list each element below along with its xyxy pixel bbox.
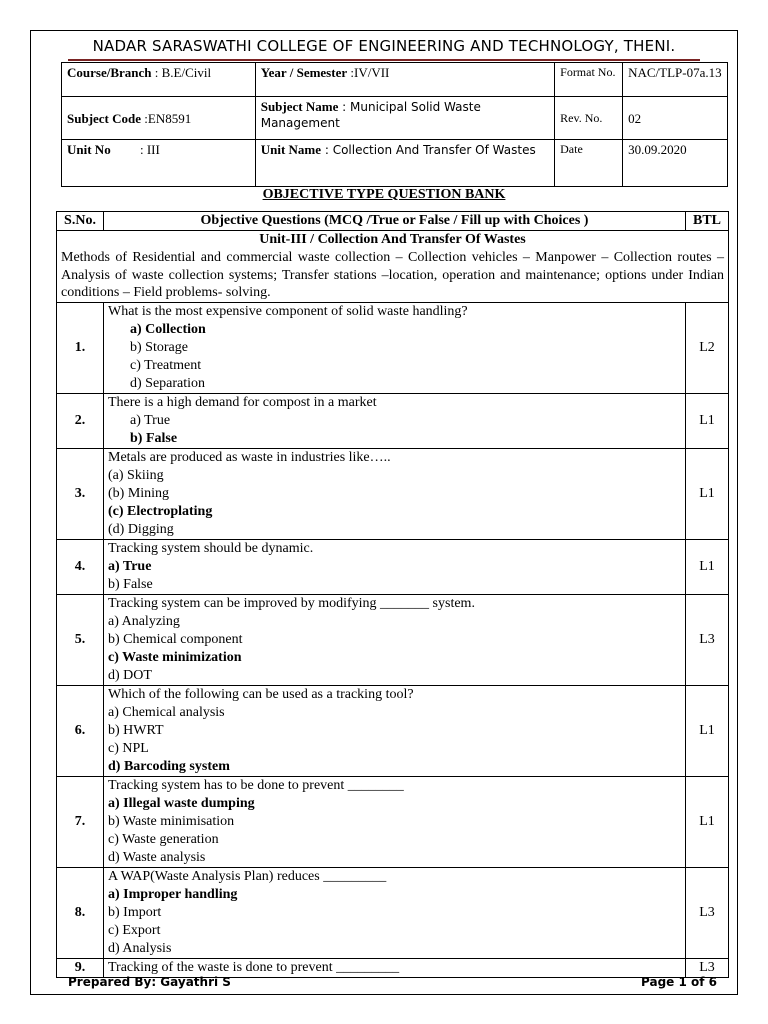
question-cell <box>104 685 686 776</box>
question-text: Metals are produced as waste in industries like….. <box>108 449 391 465</box>
option: b) Storage <box>130 339 188 355</box>
answer-option: b) False <box>130 430 178 446</box>
answer-option: c) Waste minimization <box>108 649 242 665</box>
question-text: Which of the following can be used as a tracking tool? <box>108 686 414 702</box>
question-cell <box>104 867 686 958</box>
btl-level: L3 <box>686 594 729 685</box>
question-text: Tracking system can be improved by modifying _______ system. <box>108 595 475 611</box>
option: d) Analysis <box>108 940 172 956</box>
answer-option: a) True <box>108 558 152 574</box>
option: b) Waste minimisation <box>108 813 235 829</box>
unit-title: Unit-III / Collection And Transfer Of Wastes <box>259 232 526 247</box>
question-number: 2. <box>57 393 104 448</box>
question-row <box>57 539 729 594</box>
question-number: 4. <box>57 539 104 594</box>
option: d) Waste analysis <box>108 849 206 865</box>
unit-syllabus: Methods of Residential and commercial waste collection – Collection vehicles – Manpower – Collection routes – Analysis of waste collection systems; Transfer stations –location, operation and maintenance; options under Indian conditions – Field problems- solving. <box>61 250 724 300</box>
question-text: A WAP(Waste Analysis Plan) reduces _________ <box>108 868 387 884</box>
option: a) Analyzing <box>108 613 180 629</box>
format-label: Format No. <box>555 63 623 97</box>
format-value: NAC/TLP-07a.13 <box>623 63 728 97</box>
rev-value: 02 <box>623 97 728 140</box>
answer-option: (c) Electroplating <box>108 503 213 519</box>
question-table <box>56 211 729 978</box>
college-name: NADAR SARASWATHI COLLEGE OF ENGINEERING AND TECHNOLOGY, THENI. <box>92 37 676 55</box>
question-number: 9. <box>57 958 104 977</box>
unit-name-cell: Unit Name : Collection And Transfer Of Wastes <box>255 140 554 187</box>
question-text: There is a high demand for compost in a market <box>108 394 377 410</box>
question-text: Tracking of the waste is done to prevent _________ <box>108 959 400 975</box>
option: a) True <box>130 412 171 428</box>
answer-option: d) Barcoding system <box>108 758 230 774</box>
question-row <box>57 448 729 539</box>
question-number: 7. <box>57 776 104 867</box>
btl-level: L2 <box>686 302 729 393</box>
option: c) Export <box>108 922 161 938</box>
answer-option: a) Collection <box>130 321 206 337</box>
subject-name-cell: Subject Name : Municipal Solid Waste Management <box>255 97 554 140</box>
course-header-table <box>61 62 728 187</box>
question-cell <box>104 539 686 594</box>
question-cell <box>104 448 686 539</box>
question-text: Tracking system should be dynamic. <box>108 540 314 556</box>
option: (d) Digging <box>108 521 174 537</box>
question-number: 5. <box>57 594 104 685</box>
option: (a) Skiing <box>108 467 164 483</box>
unit-no-cell: Unit No : III <box>62 140 256 187</box>
question-row <box>57 867 729 958</box>
btl-level: L1 <box>686 539 729 594</box>
title-rule <box>68 59 700 61</box>
option: c) Waste generation <box>108 831 219 847</box>
date-value: 30.09.2020 <box>623 140 728 187</box>
answer-option: a) Improper handling <box>108 886 238 902</box>
page-number: Page 1 of 6 <box>641 975 717 989</box>
btl-level: L3 <box>686 867 729 958</box>
answer-option: a) Illegal waste dumping <box>108 795 255 811</box>
option: d) Separation <box>130 375 206 391</box>
option: b) False <box>108 576 153 592</box>
question-cell <box>104 776 686 867</box>
question-number: 8. <box>57 867 104 958</box>
question-number: 1. <box>57 302 104 393</box>
question-cell <box>104 393 686 448</box>
question-number: 3. <box>57 448 104 539</box>
option: c) Treatment <box>130 357 202 373</box>
btl-level: L1 <box>686 393 729 448</box>
btl-level: L1 <box>686 685 729 776</box>
option: a) Chemical analysis <box>108 704 225 720</box>
course-branch-cell: Course/Branch : B.E/Civil <box>62 63 256 97</box>
rev-label: Rev. No. <box>555 97 623 140</box>
option: b) HWRT <box>108 722 164 738</box>
question-number: 6. <box>57 685 104 776</box>
option: d) DOT <box>108 667 152 683</box>
question-cell <box>104 302 686 393</box>
question-cell <box>104 594 686 685</box>
question-text: Tracking system has to be done to prevent ________ <box>108 777 404 793</box>
btl-level: L1 <box>686 448 729 539</box>
btl-header: BTL <box>686 212 729 231</box>
question-row <box>57 594 729 685</box>
option: c) NPL <box>108 740 149 756</box>
unit-section <box>57 231 729 303</box>
subject-code-cell: Subject Code :EN8591 <box>62 97 256 140</box>
sno-header: S.No. <box>57 212 104 231</box>
question-bank-title: OBJECTIVE TYPE QUESTION BANK <box>262 187 506 202</box>
option: (b) Mining <box>108 485 170 501</box>
btl-level: L1 <box>686 776 729 867</box>
date-label: Date <box>555 140 623 187</box>
prepared-by: Prepared By: Gayathri S <box>68 975 231 989</box>
question-row <box>57 776 729 867</box>
question-row <box>57 685 729 776</box>
option: b) Import <box>108 904 162 920</box>
year-semester-cell: Year / Semester :IV/VII <box>255 63 554 97</box>
questions-header: Objective Questions (MCQ /True or False / Fill up with Choices ) <box>104 212 686 231</box>
question-row <box>57 393 729 448</box>
option: b) Chemical component <box>108 631 243 647</box>
question-row <box>57 302 729 393</box>
btl-level: L3 <box>686 958 729 977</box>
question-text: What is the most expensive component of solid waste handling? <box>108 303 468 319</box>
